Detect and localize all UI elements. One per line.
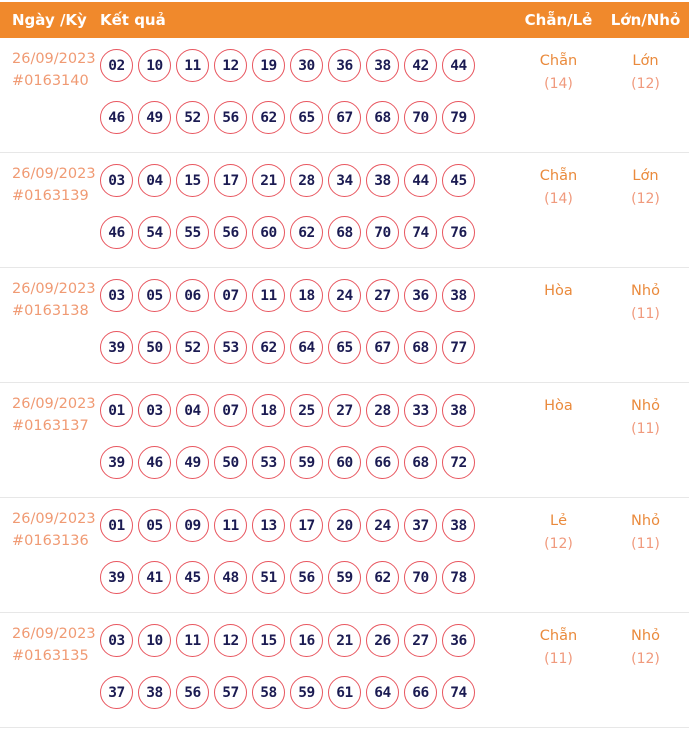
chan-le-label: Chẵn — [539, 628, 578, 644]
number-ball: 03 — [100, 164, 133, 197]
number-ball: 38 — [138, 676, 171, 709]
draw-date-period-cell — [0, 383, 100, 497]
number-ball: 68 — [404, 446, 437, 479]
number-ball: 28 — [366, 394, 399, 427]
result-row — [0, 498, 689, 613]
number-ball: 03 — [138, 394, 171, 427]
number-ball: 21 — [252, 164, 285, 197]
number-ball: 64 — [290, 331, 323, 364]
number-ball: 09 — [176, 509, 209, 542]
number-ball: 38 — [442, 394, 475, 427]
lon-nho-label: Nhỏ — [631, 628, 660, 644]
lon-nho-label: Lớn — [632, 168, 659, 184]
lon-nho-cell — [602, 153, 689, 267]
number-ball: 56 — [214, 216, 247, 249]
lon-nho-label: Nhỏ — [631, 283, 660, 299]
result-row — [0, 38, 689, 153]
number-ball: 59 — [290, 446, 323, 479]
lon-nho-count: (12) — [631, 76, 660, 92]
numbers-line-2 — [100, 216, 515, 249]
table-header — [0, 2, 689, 38]
number-ball: 11 — [214, 509, 247, 542]
number-ball: 52 — [176, 101, 209, 134]
number-ball: 66 — [366, 446, 399, 479]
draw-date: 26/09/2023 — [12, 166, 96, 182]
numbers-line-2 — [100, 446, 515, 479]
number-ball: 79 — [442, 101, 475, 134]
number-ball: 12 — [214, 624, 247, 657]
number-ball: 46 — [100, 216, 133, 249]
draw-date-period-cell — [0, 268, 100, 382]
draw-id: #0163138 — [12, 303, 89, 319]
number-ball: 70 — [366, 216, 399, 249]
number-ball: 20 — [328, 509, 361, 542]
lon-nho-count: (12) — [631, 191, 660, 207]
number-ball: 24 — [366, 509, 399, 542]
numbers-line-2 — [100, 676, 515, 709]
number-ball: 11 — [176, 49, 209, 82]
number-ball: 48 — [214, 561, 247, 594]
number-ball: 59 — [328, 561, 361, 594]
chan-le-label: Lẻ — [550, 513, 567, 529]
number-ball: 68 — [366, 101, 399, 134]
numbers-cell — [100, 268, 515, 382]
result-row — [0, 383, 689, 498]
number-ball: 68 — [404, 331, 437, 364]
number-ball: 61 — [328, 676, 361, 709]
numbers-line-2 — [100, 331, 515, 364]
results-rows — [0, 38, 689, 728]
draw-id: #0163136 — [12, 533, 89, 549]
lon-nho-label: Nhỏ — [631, 398, 660, 414]
chan-le-cell — [515, 153, 602, 267]
number-ball: 65 — [290, 101, 323, 134]
lon-nho-count: (11) — [631, 536, 660, 552]
draw-id: #0163135 — [12, 648, 89, 664]
lon-nho-count: (11) — [631, 421, 660, 437]
number-ball: 78 — [442, 561, 475, 594]
numbers-cell — [100, 498, 515, 612]
number-ball: 55 — [176, 216, 209, 249]
number-ball: 38 — [366, 49, 399, 82]
number-ball: 10 — [138, 49, 171, 82]
number-ball: 11 — [252, 279, 285, 312]
chan-le-label: Hòa — [544, 283, 573, 299]
number-ball: 41 — [138, 561, 171, 594]
number-ball: 15 — [252, 624, 285, 657]
numbers-line-1 — [100, 394, 515, 427]
numbers-line-1 — [100, 164, 515, 197]
number-ball: 30 — [290, 49, 323, 82]
number-ball: 38 — [366, 164, 399, 197]
number-ball: 34 — [328, 164, 361, 197]
number-ball: 28 — [290, 164, 323, 197]
number-ball: 62 — [252, 331, 285, 364]
number-ball: 03 — [100, 624, 133, 657]
number-ball: 54 — [138, 216, 171, 249]
number-ball: 05 — [138, 509, 171, 542]
number-ball: 74 — [442, 676, 475, 709]
number-ball: 51 — [252, 561, 285, 594]
number-ball: 49 — [176, 446, 209, 479]
number-ball: 74 — [404, 216, 437, 249]
result-row — [0, 268, 689, 383]
draw-date: 26/09/2023 — [12, 396, 96, 412]
draw-date-period-cell — [0, 153, 100, 267]
chan-le-cell — [515, 383, 602, 497]
number-ball: 03 — [100, 279, 133, 312]
number-ball: 21 — [328, 624, 361, 657]
number-ball: 39 — [100, 331, 133, 364]
number-ball: 11 — [176, 624, 209, 657]
number-ball: 15 — [176, 164, 209, 197]
number-ball: 59 — [290, 676, 323, 709]
number-ball: 24 — [328, 279, 361, 312]
draw-date: 26/09/2023 — [12, 511, 96, 527]
draw-id: #0163137 — [12, 418, 89, 434]
number-ball: 16 — [290, 624, 323, 657]
number-ball: 44 — [404, 164, 437, 197]
number-ball: 37 — [404, 509, 437, 542]
chan-le-cell — [515, 268, 602, 382]
header-chan-le: Chẵn/Lẻ — [524, 11, 593, 29]
numbers-line-2 — [100, 561, 515, 594]
number-ball: 56 — [290, 561, 323, 594]
number-ball: 57 — [214, 676, 247, 709]
numbers-line-1 — [100, 509, 515, 542]
number-ball: 67 — [328, 101, 361, 134]
draw-date-period-cell — [0, 498, 100, 612]
numbers-line-1 — [100, 279, 515, 312]
number-ball: 60 — [328, 446, 361, 479]
number-ball: 65 — [328, 331, 361, 364]
chan-le-count: (12) — [544, 536, 573, 552]
lon-nho-label: Lớn — [632, 53, 659, 69]
lon-nho-cell — [602, 38, 689, 152]
numbers-cell — [100, 613, 515, 727]
number-ball: 62 — [290, 216, 323, 249]
number-ball: 62 — [252, 101, 285, 134]
number-ball: 46 — [100, 101, 133, 134]
number-ball: 07 — [214, 279, 247, 312]
draw-id: #0163140 — [12, 73, 89, 89]
number-ball: 72 — [442, 446, 475, 479]
chan-le-label: Chẵn — [539, 168, 578, 184]
number-ball: 77 — [442, 331, 475, 364]
number-ball: 01 — [100, 394, 133, 427]
numbers-line-1 — [100, 624, 515, 657]
number-ball: 13 — [252, 509, 285, 542]
number-ball: 60 — [252, 216, 285, 249]
chan-le-count: (14) — [544, 76, 573, 92]
number-ball: 64 — [366, 676, 399, 709]
numbers-cell — [100, 38, 515, 152]
numbers-line-1 — [100, 49, 515, 82]
number-ball: 05 — [138, 279, 171, 312]
number-ball: 42 — [404, 49, 437, 82]
lon-nho-label: Nhỏ — [631, 513, 660, 529]
number-ball: 50 — [138, 331, 171, 364]
result-row — [0, 153, 689, 268]
lon-nho-count: (11) — [631, 306, 660, 322]
number-ball: 27 — [366, 279, 399, 312]
number-ball: 50 — [214, 446, 247, 479]
lon-nho-cell — [602, 268, 689, 382]
number-ball: 39 — [100, 561, 133, 594]
result-row — [0, 613, 689, 728]
number-ball: 44 — [442, 49, 475, 82]
draw-date-period-cell — [0, 613, 100, 727]
header-ngay-ky: Ngày /Kỳ — [12, 11, 87, 29]
number-ball: 52 — [176, 331, 209, 364]
number-ball: 70 — [404, 561, 437, 594]
number-ball: 27 — [328, 394, 361, 427]
numbers-cell — [100, 383, 515, 497]
number-ball: 62 — [366, 561, 399, 594]
chan-le-count: (11) — [544, 651, 573, 667]
number-ball: 04 — [138, 164, 171, 197]
chan-le-cell — [515, 613, 602, 727]
number-ball: 45 — [176, 561, 209, 594]
number-ball: 46 — [138, 446, 171, 479]
lon-nho-cell — [602, 613, 689, 727]
number-ball: 58 — [252, 676, 285, 709]
draw-date-period-cell — [0, 38, 100, 152]
header-ket-qua: Kết quả — [100, 11, 166, 29]
number-ball: 01 — [100, 509, 133, 542]
chan-le-label: Hòa — [544, 398, 573, 414]
number-ball: 36 — [404, 279, 437, 312]
numbers-line-2 — [100, 101, 515, 134]
chan-le-cell — [515, 498, 602, 612]
number-ball: 18 — [290, 279, 323, 312]
number-ball: 26 — [366, 624, 399, 657]
number-ball: 38 — [442, 509, 475, 542]
lon-nho-cell — [602, 498, 689, 612]
draw-date: 26/09/2023 — [12, 626, 96, 642]
number-ball: 76 — [442, 216, 475, 249]
number-ball: 53 — [252, 446, 285, 479]
number-ball: 36 — [328, 49, 361, 82]
number-ball: 39 — [100, 446, 133, 479]
number-ball: 06 — [176, 279, 209, 312]
number-ball: 17 — [290, 509, 323, 542]
number-ball: 19 — [252, 49, 285, 82]
number-ball: 02 — [100, 49, 133, 82]
draw-id: #0163139 — [12, 188, 89, 204]
number-ball: 07 — [214, 394, 247, 427]
number-ball: 27 — [404, 624, 437, 657]
chan-le-count: (14) — [544, 191, 573, 207]
chan-le-cell — [515, 38, 602, 152]
chan-le-label: Chẵn — [539, 53, 578, 69]
number-ball: 38 — [442, 279, 475, 312]
number-ball: 18 — [252, 394, 285, 427]
number-ball: 49 — [138, 101, 171, 134]
number-ball: 70 — [404, 101, 437, 134]
number-ball: 37 — [100, 676, 133, 709]
lon-nho-count: (12) — [631, 651, 660, 667]
number-ball: 53 — [214, 331, 247, 364]
draw-date: 26/09/2023 — [12, 281, 96, 297]
number-ball: 67 — [366, 331, 399, 364]
numbers-cell — [100, 153, 515, 267]
number-ball: 56 — [176, 676, 209, 709]
number-ball: 36 — [442, 624, 475, 657]
number-ball: 68 — [328, 216, 361, 249]
number-ball: 04 — [176, 394, 209, 427]
lon-nho-cell — [602, 383, 689, 497]
number-ball: 10 — [138, 624, 171, 657]
draw-date: 26/09/2023 — [12, 51, 96, 67]
number-ball: 25 — [290, 394, 323, 427]
number-ball: 56 — [214, 101, 247, 134]
number-ball: 66 — [404, 676, 437, 709]
number-ball: 33 — [404, 394, 437, 427]
number-ball: 12 — [214, 49, 247, 82]
number-ball: 45 — [442, 164, 475, 197]
number-ball: 17 — [214, 164, 247, 197]
header-lon-nho: Lớn/Nhỏ — [610, 11, 681, 29]
